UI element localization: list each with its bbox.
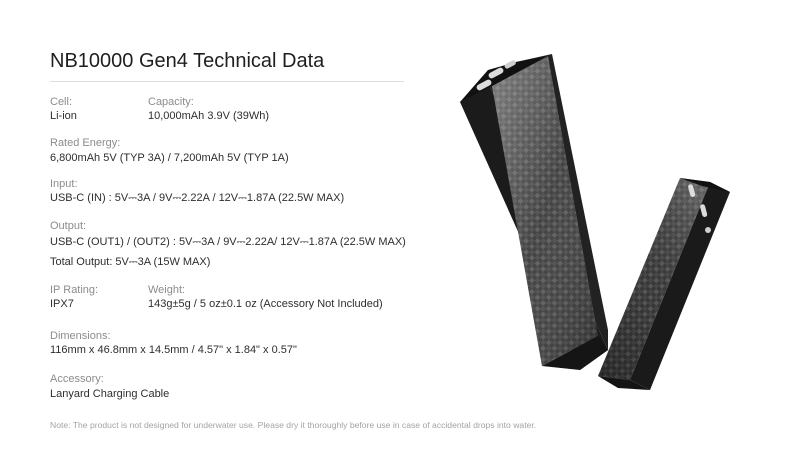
ip-rating-label: IP Rating: xyxy=(50,284,99,296)
footnote: Note: The product is not designed for underwater use. Please dry it thoroughly before use in case of accidental drops into water. xyxy=(50,420,537,430)
weight-label: Weight: xyxy=(148,284,186,296)
cell-label: Cell: xyxy=(50,96,73,108)
cell-value: Li-ion xyxy=(50,110,77,122)
dimensions-value: 116mm x 46.8mm x 14.5mm / 4.57" x 1.84" x 0.57" xyxy=(50,344,297,356)
page-title: NB10000 Gen4 Technical Data xyxy=(50,50,325,72)
total-output-value: Total Output: 5V⎓3A (15W MAX) xyxy=(50,256,211,268)
power-bank-back xyxy=(460,54,608,370)
accessory-value: Lanyard Charging Cable xyxy=(50,388,170,400)
title-divider xyxy=(50,81,404,82)
ip-rating-value: IPX7 xyxy=(50,298,74,310)
accessory-label: Accessory: xyxy=(50,373,104,385)
output-label: Output: xyxy=(50,220,87,232)
input-value: USB-C (IN) : 5V⎓3A / 9V⎓2.22A / 12V⎓1.87A (22.5W MAX) xyxy=(50,192,345,204)
capacity-label: Capacity: xyxy=(148,96,194,108)
power-bank-image xyxy=(430,40,770,430)
capacity-value: 10,000mAh 3.9V (39Wh) xyxy=(148,110,270,122)
power-bank-front xyxy=(598,178,730,390)
input-label: Input: xyxy=(50,178,78,190)
weight-value: 143g±5g / 5 oz±0.1 oz (Accessory Not Included) xyxy=(148,298,383,310)
dimensions-label: Dimensions: xyxy=(50,330,111,342)
rated-energy-value: 6,800mAh 5V (TYP 3A) / 7,200mAh 5V (TYP 1A) xyxy=(50,152,289,164)
rated-energy-label: Rated Energy: xyxy=(50,137,121,149)
output-value: USB-C (OUT1) / (OUT2) : 5V⎓3A / 9V⎓2.22A/ 12V⎓1.87A (22.5W MAX) xyxy=(50,236,406,248)
